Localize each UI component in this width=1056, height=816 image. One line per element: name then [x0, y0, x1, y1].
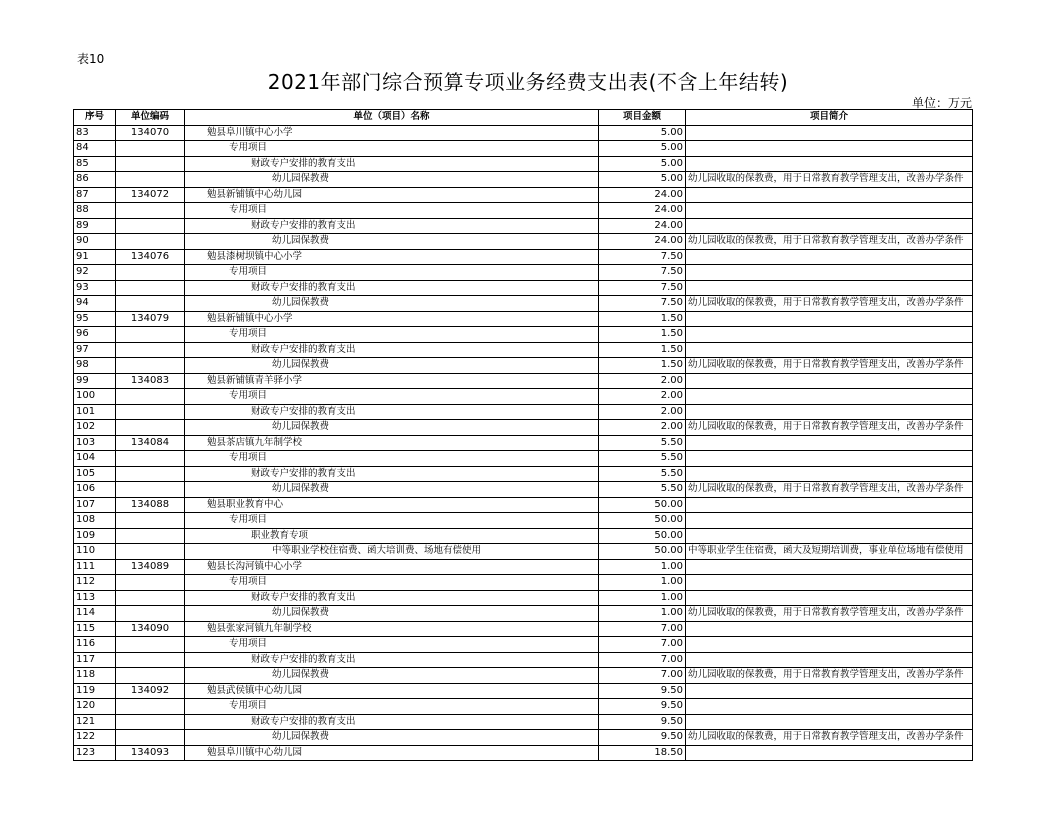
cell-seq: 99 [74, 373, 116, 389]
cell-amount: 5.00 [599, 125, 686, 141]
cell-seq: 92 [74, 265, 116, 281]
cell-name: 幼儿园保教费 [185, 358, 599, 374]
table-row [74, 373, 973, 389]
cell-amount: 2.00 [599, 389, 686, 405]
table-row [74, 621, 973, 637]
cell-desc [686, 714, 973, 730]
table-row [74, 249, 973, 265]
cell-desc [686, 621, 973, 637]
cell-amount: 1.00 [599, 590, 686, 606]
cell-seq: 96 [74, 327, 116, 343]
cell-code: 134072 [116, 187, 185, 203]
cell-amount: 7.00 [599, 621, 686, 637]
cell-desc [686, 280, 973, 296]
cell-code: 134083 [116, 373, 185, 389]
cell-name: 财政专户安排的教育支出 [185, 404, 599, 420]
cell-name: 勉县职业教育中心 [185, 497, 599, 513]
cell-desc: 幼儿园收取的保教费，用于日常教育教学管理支出，改善办学条件 [686, 482, 973, 498]
cell-code [116, 714, 185, 730]
cell-desc [686, 141, 973, 157]
table-row [74, 699, 973, 715]
cell-seq: 119 [74, 683, 116, 699]
cell-code [116, 203, 185, 219]
cell-name: 幼儿园保教费 [185, 606, 599, 622]
table-row [74, 652, 973, 668]
cell-amount: 5.00 [599, 141, 686, 157]
cell-desc [686, 389, 973, 405]
cell-code [116, 606, 185, 622]
cell-amount: 50.00 [599, 528, 686, 544]
cell-amount: 1.00 [599, 575, 686, 591]
cell-desc: 幼儿园收取的保教费，用于日常教育教学管理支出，改善办学条件 [686, 420, 973, 436]
cell-desc: 幼儿园收取的保教费，用于日常教育教学管理支出，改善办学条件 [686, 668, 973, 684]
table-row [74, 172, 973, 188]
cell-seq: 122 [74, 730, 116, 746]
cell-amount: 1.00 [599, 559, 686, 575]
cell-name: 勉县新铺镇青羊驿小学 [185, 373, 599, 389]
cell-code [116, 389, 185, 405]
cell-code [116, 730, 185, 746]
cell-code: 134070 [116, 125, 185, 141]
cell-amount: 24.00 [599, 218, 686, 234]
table-row [74, 265, 973, 281]
cell-seq: 84 [74, 141, 116, 157]
cell-amount: 7.50 [599, 280, 686, 296]
cell-amount: 50.00 [599, 544, 686, 560]
cell-code: 134076 [116, 249, 185, 265]
table-row [74, 187, 973, 203]
table-row [74, 451, 973, 467]
cell-seq: 93 [74, 280, 116, 296]
cell-desc [686, 652, 973, 668]
cell-name: 专用项目 [185, 327, 599, 343]
table-row [74, 714, 973, 730]
table-row [74, 141, 973, 157]
cell-seq: 111 [74, 559, 116, 575]
cell-name: 专用项目 [185, 513, 599, 529]
cell-code [116, 404, 185, 420]
table-body [74, 125, 973, 761]
cell-seq: 100 [74, 389, 116, 405]
cell-name: 幼儿园保教费 [185, 420, 599, 436]
cell-amount: 50.00 [599, 513, 686, 529]
cell-amount: 24.00 [599, 203, 686, 219]
cell-desc [686, 451, 973, 467]
cell-desc [686, 265, 973, 281]
table-row [74, 327, 973, 343]
cell-seq: 90 [74, 234, 116, 250]
header-code: 单位编码 [116, 110, 185, 126]
cell-name: 财政专户安排的教育支出 [185, 466, 599, 482]
cell-name: 专用项目 [185, 575, 599, 591]
table-row [74, 311, 973, 327]
cell-name: 幼儿园保教费 [185, 296, 599, 312]
cell-seq: 85 [74, 156, 116, 172]
table-row [74, 637, 973, 653]
header-amount: 项目金额 [599, 110, 686, 126]
cell-code [116, 544, 185, 560]
cell-code: 134088 [116, 497, 185, 513]
cell-amount: 24.00 [599, 187, 686, 203]
cell-desc [686, 699, 973, 715]
cell-seq: 113 [74, 590, 116, 606]
cell-desc [686, 683, 973, 699]
cell-amount: 1.50 [599, 358, 686, 374]
header-desc: 项目简介 [686, 110, 973, 126]
cell-amount: 1.00 [599, 606, 686, 622]
table-row [74, 218, 973, 234]
cell-desc [686, 249, 973, 265]
cell-desc [686, 466, 973, 482]
table-row [74, 606, 973, 622]
cell-seq: 108 [74, 513, 116, 529]
unit-label: 单位：万元 [911, 96, 972, 110]
cell-seq: 121 [74, 714, 116, 730]
cell-amount: 7.50 [599, 296, 686, 312]
cell-desc [686, 528, 973, 544]
table-row [74, 730, 973, 746]
cell-amount: 7.00 [599, 652, 686, 668]
cell-code [116, 218, 185, 234]
cell-seq: 110 [74, 544, 116, 560]
cell-seq: 89 [74, 218, 116, 234]
cell-amount: 2.00 [599, 420, 686, 436]
cell-name: 财政专户安排的教育支出 [185, 590, 599, 606]
cell-desc [686, 327, 973, 343]
cell-name: 财政专户安排的教育支出 [185, 342, 599, 358]
cell-code [116, 420, 185, 436]
cell-name: 专用项目 [185, 451, 599, 467]
cell-name: 专用项目 [185, 389, 599, 405]
cell-amount: 5.50 [599, 482, 686, 498]
cell-desc [686, 373, 973, 389]
cell-name: 中等职业学校住宿费、函大培训费、场地有偿使用 [185, 544, 599, 560]
cell-amount: 50.00 [599, 497, 686, 513]
cell-name: 专用项目 [185, 141, 599, 157]
cell-code [116, 265, 185, 281]
cell-code [116, 141, 185, 157]
cell-seq: 83 [74, 125, 116, 141]
cell-amount: 5.00 [599, 156, 686, 172]
cell-seq: 114 [74, 606, 116, 622]
cell-seq: 86 [74, 172, 116, 188]
cell-seq: 116 [74, 637, 116, 653]
cell-seq: 109 [74, 528, 116, 544]
budget-table [73, 109, 973, 761]
cell-code [116, 172, 185, 188]
cell-name: 专用项目 [185, 203, 599, 219]
cell-desc [686, 404, 973, 420]
cell-seq: 112 [74, 575, 116, 591]
cell-seq: 103 [74, 435, 116, 451]
cell-code [116, 451, 185, 467]
table-row [74, 683, 973, 699]
cell-code: 134079 [116, 311, 185, 327]
cell-desc [686, 590, 973, 606]
cell-amount: 9.50 [599, 714, 686, 730]
cell-name: 勉县茶店镇九年制学校 [185, 435, 599, 451]
cell-code [116, 575, 185, 591]
cell-code [116, 482, 185, 498]
cell-name: 财政专户安排的教育支出 [185, 156, 599, 172]
cell-desc [686, 187, 973, 203]
table-row [74, 590, 973, 606]
cell-seq: 88 [74, 203, 116, 219]
cell-name: 幼儿园保教费 [185, 730, 599, 746]
header-seq: 序号 [74, 110, 116, 126]
cell-name: 幼儿园保教费 [185, 482, 599, 498]
cell-amount: 1.50 [599, 311, 686, 327]
table-header-row [74, 110, 973, 126]
cell-code [116, 342, 185, 358]
table-number-label: 表10 [77, 52, 105, 66]
cell-desc [686, 745, 973, 761]
cell-name: 勉县张家河镇九年制学校 [185, 621, 599, 637]
cell-code [116, 358, 185, 374]
cell-code: 134093 [116, 745, 185, 761]
table-row [74, 513, 973, 529]
cell-code: 134089 [116, 559, 185, 575]
cell-seq: 107 [74, 497, 116, 513]
cell-amount: 1.50 [599, 342, 686, 358]
cell-code [116, 280, 185, 296]
cell-desc [686, 575, 973, 591]
cell-name: 专用项目 [185, 637, 599, 653]
cell-name: 勉县阜川镇中心小学 [185, 125, 599, 141]
cell-name: 财政专户安排的教育支出 [185, 714, 599, 730]
cell-seq: 118 [74, 668, 116, 684]
cell-amount: 2.00 [599, 373, 686, 389]
cell-seq: 101 [74, 404, 116, 420]
cell-code [116, 327, 185, 343]
cell-desc: 中等职业学生住宿费，函大及短期培训费，事业单位场地有偿使用 [686, 544, 973, 560]
cell-name: 勉县漆树坝镇中心小学 [185, 249, 599, 265]
table-row [74, 466, 973, 482]
table-row [74, 358, 973, 374]
cell-code [116, 668, 185, 684]
cell-name: 财政专户安排的教育支出 [185, 218, 599, 234]
cell-amount: 7.50 [599, 265, 686, 281]
table-row [74, 156, 973, 172]
cell-name: 幼儿园保教费 [185, 172, 599, 188]
table-row [74, 435, 973, 451]
cell-seq: 120 [74, 699, 116, 715]
cell-desc [686, 311, 973, 327]
cell-name: 专用项目 [185, 265, 599, 281]
cell-desc: 幼儿园收取的保教费，用于日常教育教学管理支出，改善办学条件 [686, 296, 973, 312]
cell-desc [686, 156, 973, 172]
cell-amount: 5.50 [599, 466, 686, 482]
cell-desc: 幼儿园收取的保教费，用于日常教育教学管理支出，改善办学条件 [686, 172, 973, 188]
cell-amount: 9.50 [599, 699, 686, 715]
cell-desc [686, 637, 973, 653]
cell-seq: 106 [74, 482, 116, 498]
cell-name: 幼儿园保教费 [185, 234, 599, 250]
cell-name: 幼儿园保教费 [185, 668, 599, 684]
cell-desc [686, 559, 973, 575]
cell-seq: 94 [74, 296, 116, 312]
cell-code: 134090 [116, 621, 185, 637]
table-row [74, 404, 973, 420]
table-row [74, 342, 973, 358]
cell-desc [686, 125, 973, 141]
table-row [74, 296, 973, 312]
cell-name: 财政专户安排的教育支出 [185, 280, 599, 296]
cell-code [116, 234, 185, 250]
cell-seq: 117 [74, 652, 116, 668]
cell-name: 勉县新铺镇中心幼儿园 [185, 187, 599, 203]
cell-amount: 9.50 [599, 683, 686, 699]
cell-desc [686, 218, 973, 234]
cell-name: 勉县新铺镇中心小学 [185, 311, 599, 327]
cell-seq: 104 [74, 451, 116, 467]
cell-amount: 2.00 [599, 404, 686, 420]
cell-name: 勉县武侯镇中心幼儿园 [185, 683, 599, 699]
cell-name: 专用项目 [185, 699, 599, 715]
cell-amount: 7.00 [599, 668, 686, 684]
cell-desc [686, 497, 973, 513]
table-row [74, 497, 973, 513]
table-row [74, 420, 973, 436]
cell-name: 勉县阜川镇中心幼儿园 [185, 745, 599, 761]
table-row [74, 234, 973, 250]
cell-desc [686, 203, 973, 219]
cell-code: 134092 [116, 683, 185, 699]
cell-amount: 1.50 [599, 327, 686, 343]
cell-seq: 95 [74, 311, 116, 327]
table-row [74, 280, 973, 296]
cell-seq: 91 [74, 249, 116, 265]
cell-amount: 7.00 [599, 637, 686, 653]
table-row [74, 745, 973, 761]
cell-code [116, 590, 185, 606]
cell-code: 134084 [116, 435, 185, 451]
cell-seq: 105 [74, 466, 116, 482]
cell-desc [686, 513, 973, 529]
cell-desc [686, 342, 973, 358]
table-row [74, 203, 973, 219]
cell-code [116, 637, 185, 653]
page-title: 2021年部门综合预算专项业务经费支出表(不含上年结转) [267, 70, 789, 94]
cell-desc: 幼儿园收取的保教费，用于日常教育教学管理支出，改善办学条件 [686, 358, 973, 374]
cell-amount: 24.00 [599, 234, 686, 250]
table-row [74, 575, 973, 591]
cell-desc: 幼儿园收取的保教费，用于日常教育教学管理支出，改善办学条件 [686, 234, 973, 250]
table-row [74, 482, 973, 498]
cell-code [116, 699, 185, 715]
cell-name: 财政专户安排的教育支出 [185, 652, 599, 668]
header-name: 单位（项目）名称 [185, 110, 599, 126]
cell-amount: 18.50 [599, 745, 686, 761]
cell-seq: 98 [74, 358, 116, 374]
cell-desc [686, 435, 973, 451]
cell-code [116, 513, 185, 529]
table-row [74, 668, 973, 684]
cell-code [116, 528, 185, 544]
cell-code [116, 652, 185, 668]
cell-desc: 幼儿园收取的保教费，用于日常教育教学管理支出，改善办学条件 [686, 606, 973, 622]
cell-name: 勉县长沟河镇中心小学 [185, 559, 599, 575]
cell-amount: 5.00 [599, 172, 686, 188]
cell-amount: 7.50 [599, 249, 686, 265]
cell-seq: 123 [74, 745, 116, 761]
table-row [74, 389, 973, 405]
cell-seq: 102 [74, 420, 116, 436]
cell-seq: 97 [74, 342, 116, 358]
cell-code [116, 296, 185, 312]
table-row [74, 544, 973, 560]
cell-amount: 9.50 [599, 730, 686, 746]
cell-desc: 幼儿园收取的保教费，用于日常教育教学管理支出，改善办学条件 [686, 730, 973, 746]
table-row [74, 125, 973, 141]
cell-amount: 5.50 [599, 451, 686, 467]
table-row [74, 528, 973, 544]
table-row [74, 559, 973, 575]
cell-name: 职业教育专项 [185, 528, 599, 544]
cell-code [116, 466, 185, 482]
cell-seq: 115 [74, 621, 116, 637]
cell-code [116, 156, 185, 172]
cell-amount: 5.50 [599, 435, 686, 451]
cell-seq: 87 [74, 187, 116, 203]
